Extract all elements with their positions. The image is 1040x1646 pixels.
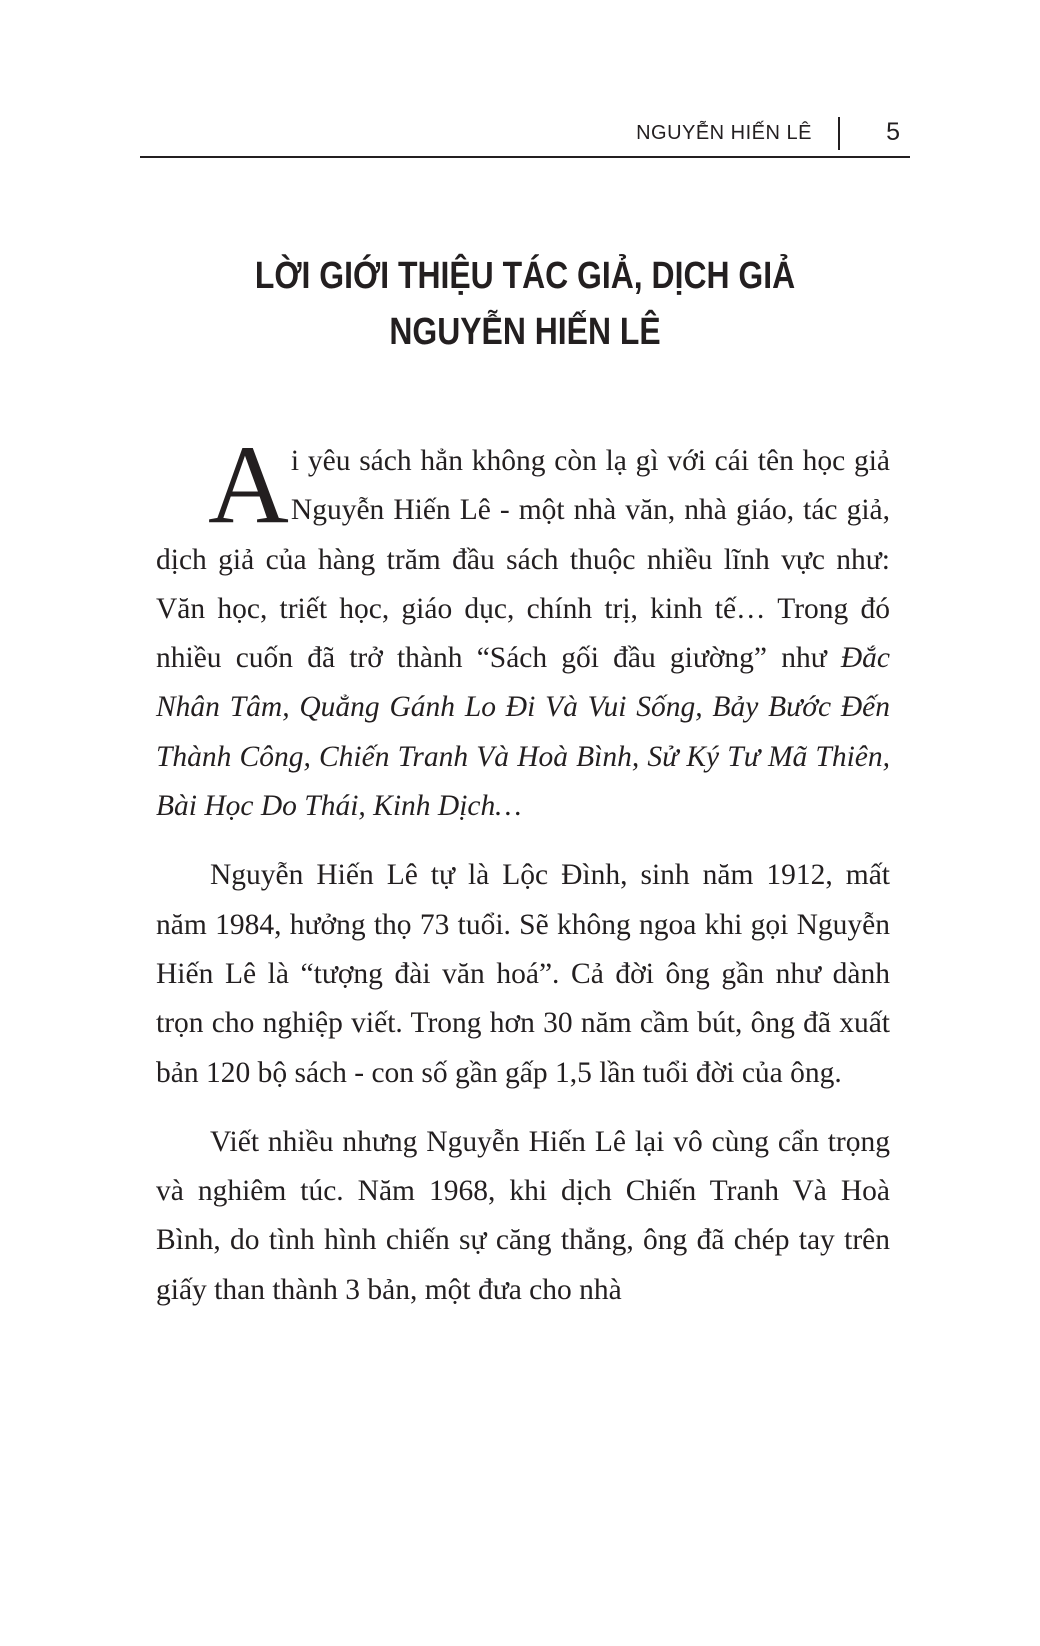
- header-divider: [838, 117, 840, 150]
- page-number: 5: [886, 118, 900, 146]
- paragraph-1-text: i yêu sách hẳn không còn lạ gì với cái tên học giả Nguyễn Hiến Lê - một nhà văn, nhà giáo, tác giả, dịch giả của hàng trăm đầu sách thuộc nhiều lĩnh vực như: Văn học, triết học, giáo dục, chính trị, kinh tế… Trong đó nhiều cuốn đã trở thành “Sách gối đầu giường” như: [156, 445, 890, 675]
- paragraph-3: Viết nhiều nhưng Nguyễn Hiến Lê lại vô cùng cẩn trọng và nghiêm túc. Năm 1968, khi dịch Chiến Tranh Và Hoà Bình, do tình hình chiến sự căng thẳng, ông đã chép tay trên giấy than thành 3 bản, một đưa cho nhà: [156, 1125, 890, 1306]
- running-header-author: NGUYỄN HIẾN LÊ: [636, 122, 812, 144]
- chapter-title: [202, 248, 849, 360]
- running-header: [140, 112, 910, 158]
- paragraph-1-book-titles: Đắc Nhân Tâm, Quẳng Gánh Lo Đi Và Vui Sống, Bảy Bước Đến Thành Công, Chiến Tranh Và Hoà Bình, Sử Ký Tư Mã Thiên, Bài Học Do Thái, Kinh Dịch…: [156, 642, 890, 823]
- drop-cap: A: [208, 423, 289, 547]
- paragraph-1: [156, 423, 890, 831]
- chapter-title-line-2: NGUYỄN HIẾN LÊ: [389, 311, 661, 353]
- paragraph-2: Nguyễn Hiến Lê tự là Lộc Đình, sinh năm 1912, mất năm 1984, hưởng thọ 73 tuổi. Sẽ không ngoa khi gọi Nguyễn Hiến Lê là “tượng đài văn hoá”. Cả đời ông gần như dành trọn cho nghiệp viết. Trong hơn 30 năm cầm bút, ông đã xuất bản 120 bộ sách - con số gần gấp 1,5 lần tuổi đời của ông.: [156, 859, 890, 1089]
- chapter-title-line-1: LỜI GIỚI THIỆU TÁC GIẢ, DỊCH GIẢ: [254, 255, 796, 297]
- body-text: [156, 423, 890, 1315]
